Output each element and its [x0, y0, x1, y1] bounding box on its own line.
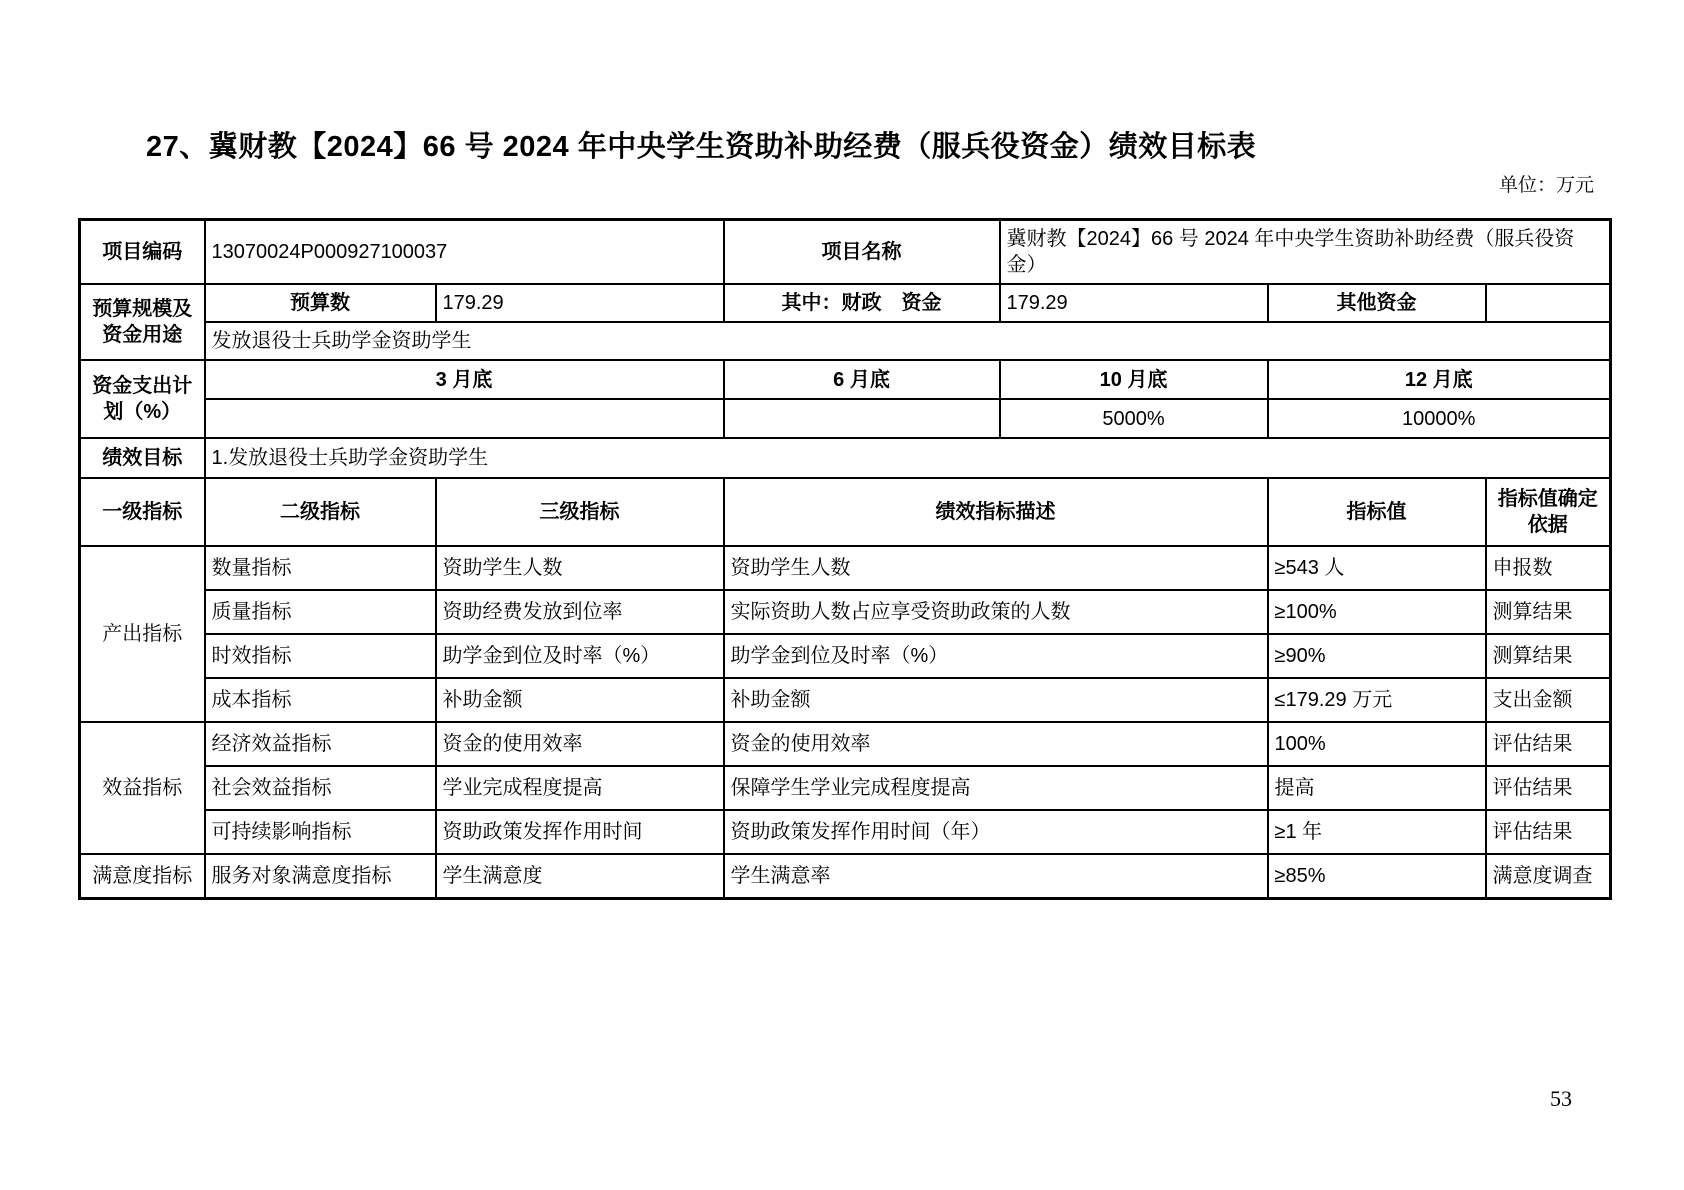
table-row [80, 322, 1611, 360]
indicator-row [80, 766, 1611, 810]
indicator-cell: 资助政策发挥作用时间 [436, 810, 724, 854]
indicator-cell: 经济效益指标 [205, 722, 436, 766]
project-name-value: 冀财教【2024】66 号 2024 年中央学生资助补助经费（服兵役资金） [1000, 220, 1611, 285]
performance-goal-label: 绩效目标 [80, 438, 205, 478]
indicator-cell: 支出金额 [1486, 678, 1611, 722]
indicator-cell: ≤179.29 万元 [1268, 678, 1486, 722]
project-code-value: 13070024P000927100037 [205, 220, 724, 285]
month-value-june [724, 399, 1000, 438]
indicator-cell: ≥543 人 [1268, 546, 1486, 590]
indicator-cell: 资助学生人数 [724, 546, 1268, 590]
indicator-cell: ≥90% [1268, 634, 1486, 678]
page-title: 27、冀财教【2024】66 号 2024 年中央学生资助补助经费（服兵役资金）绩效目标表 [146, 131, 1257, 163]
indicator-cell: 质量指标 [205, 590, 436, 634]
indicator-cell: 申报数 [1486, 546, 1611, 590]
indicator-cell: 时效指标 [205, 634, 436, 678]
indicator-cell: ≥85% [1268, 854, 1486, 899]
indicator-row [80, 634, 1611, 678]
group-benefit-indicators: 效益指标 [80, 722, 205, 854]
table-row [80, 284, 1611, 322]
month-header-december: 12 月底 [1268, 360, 1611, 399]
fiscal-funds-label: 其中：财政 资金 [724, 284, 1000, 322]
indicator-row [80, 678, 1611, 722]
performance-target-table [78, 218, 1612, 900]
header-level3-indicator: 三级指标 [436, 478, 724, 546]
indicator-cell: 保障学生学业完成程度提高 [724, 766, 1268, 810]
indicator-cell: 助学金到位及时率（%） [436, 634, 724, 678]
table-row [80, 220, 1611, 285]
unit-note: 单位：万元 [1498, 175, 1594, 196]
indicator-cell: ≥1 年 [1268, 810, 1486, 854]
header-level1-indicator: 一级指标 [80, 478, 205, 546]
indicator-cell: 学业完成程度提高 [436, 766, 724, 810]
indicator-row [80, 590, 1611, 634]
group-satisfaction-indicators: 满意度指标 [80, 854, 205, 899]
month-header-march: 3 月底 [205, 360, 724, 399]
indicator-cell: 学生满意率 [724, 854, 1268, 899]
page-number: 53 [1550, 1086, 1572, 1111]
indicator-cell: ≥100% [1268, 590, 1486, 634]
other-funds-label: 其他资金 [1268, 284, 1486, 322]
indicator-cell: 资助政策发挥作用时间（年） [724, 810, 1268, 854]
spending-plan-label: 资金支出计划（%） [80, 360, 205, 438]
indicator-cell: 评估结果 [1486, 722, 1611, 766]
indicator-row [80, 722, 1611, 766]
month-header-october: 10 月底 [1000, 360, 1268, 399]
indicator-cell: 提高 [1268, 766, 1486, 810]
indicator-row [80, 546, 1611, 590]
project-name-label: 项目名称 [724, 220, 1000, 285]
performance-goal-value: 1.发放退役士兵助学金资助学生 [205, 438, 1611, 478]
budget-value: 179.29 [436, 284, 724, 322]
header-indicator-value: 指标值 [1268, 478, 1486, 546]
indicator-cell: 助学金到位及时率（%） [724, 634, 1268, 678]
month-value-december: 10000% [1268, 399, 1611, 438]
indicator-cell: 成本指标 [205, 678, 436, 722]
indicator-cell: 资助经费发放到位率 [436, 590, 724, 634]
indicator-cell: 服务对象满意度指标 [205, 854, 436, 899]
month-value-october: 5000% [1000, 399, 1268, 438]
month-header-june: 6 月底 [724, 360, 1000, 399]
table-row [80, 438, 1611, 478]
budget-label: 预算数 [205, 284, 436, 322]
indicator-cell: 评估结果 [1486, 766, 1611, 810]
indicator-cell: 资金的使用效率 [724, 722, 1268, 766]
indicator-cell: 数量指标 [205, 546, 436, 590]
indicator-cell: 测算结果 [1486, 590, 1611, 634]
header-indicator-description: 绩效指标描述 [724, 478, 1268, 546]
indicator-cell: 资金的使用效率 [436, 722, 724, 766]
indicator-cell: 可持续影响指标 [205, 810, 436, 854]
indicator-cell: 测算结果 [1486, 634, 1611, 678]
indicator-row [80, 854, 1611, 899]
table-header-row [80, 478, 1611, 546]
month-value-march [205, 399, 724, 438]
indicator-cell: 补助金额 [436, 678, 724, 722]
table-row [80, 399, 1611, 438]
indicator-cell: 资助学生人数 [436, 546, 724, 590]
indicator-cell: 100% [1268, 722, 1486, 766]
other-funds-value [1486, 284, 1611, 322]
indicator-cell: 补助金额 [724, 678, 1268, 722]
project-code-label: 项目编码 [80, 220, 205, 285]
indicator-cell: 评估结果 [1486, 810, 1611, 854]
fund-use-value: 发放退役士兵助学金资助学生 [205, 322, 1611, 360]
indicator-cell: 社会效益指标 [205, 766, 436, 810]
indicator-cell: 实际资助人数占应享受资助政策的人数 [724, 590, 1268, 634]
indicator-cell: 学生满意度 [436, 854, 724, 899]
indicator-row [80, 810, 1611, 854]
budget-section-label: 预算规模及资金用途 [80, 284, 205, 360]
group-output-indicators: 产出指标 [80, 546, 205, 722]
header-level2-indicator: 二级指标 [205, 478, 436, 546]
header-value-basis: 指标值确定依据 [1486, 478, 1611, 546]
fiscal-funds-value: 179.29 [1000, 284, 1268, 322]
table-row [80, 360, 1611, 399]
indicator-cell: 满意度调查 [1486, 854, 1611, 899]
